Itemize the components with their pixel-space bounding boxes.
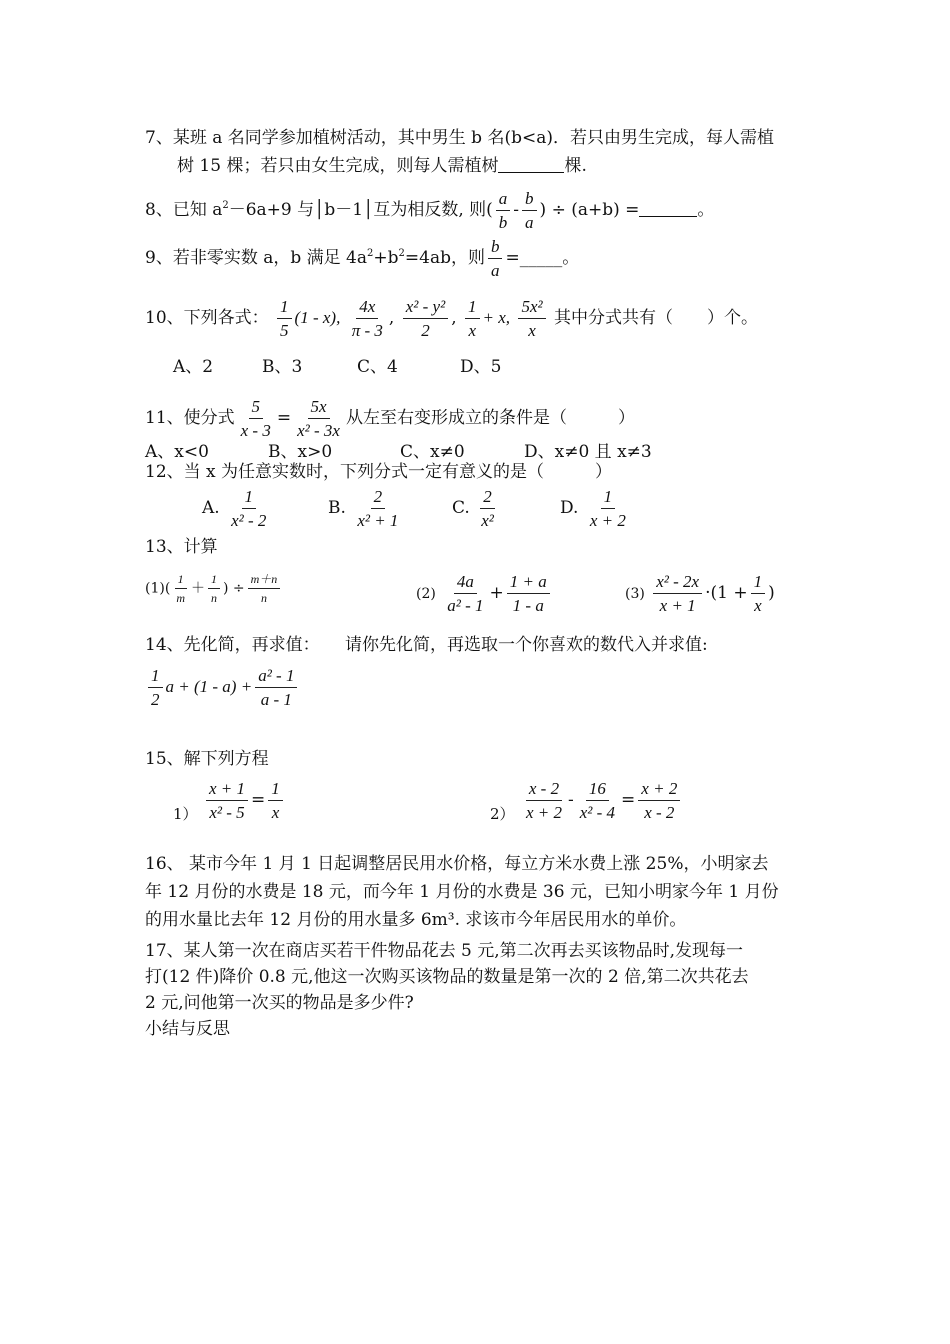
- q9-frac-b-a: $\frac{b}{a}$: [488, 238, 503, 279]
- q15-equation-2: [490, 780, 683, 824]
- q13-p2-frac-2: $\frac{1 + a}{1 - a}$: [507, 573, 550, 614]
- q15-eq1-equals: =: [250, 790, 266, 810]
- q13-p3-frac-2: $\frac{1}{x}$: [751, 573, 766, 614]
- q13-p1-div: ÷: [232, 580, 245, 597]
- q15-equation-1: [173, 780, 286, 824]
- q9-text-2: +b: [373, 248, 399, 268]
- q12-option-c-label: C.: [452, 498, 470, 518]
- q17-line-2: 打(12 件)降价 0.8 元,他这一次购买该物品的数量是第一次的 2 倍,第二次共花去: [145, 967, 749, 987]
- q14-instruction: 请你先化简，再选取一个你喜欢的数代入并求值:: [345, 635, 708, 655]
- q11-option-a[interactable]: A、x<0: [145, 442, 209, 462]
- q11-equals: =: [276, 408, 292, 428]
- q14-frac-half: $\frac{1}{2}$: [148, 667, 163, 708]
- q12-option-b-frac: $\frac{2}{\text{x² + 1}}$: [357, 487, 399, 530]
- q10-question: 其中分式共有（ ）个。: [554, 308, 758, 328]
- q15-eq2-frac-1: $\frac{x - 2}{x + 2}$: [525, 779, 562, 822]
- q16-line-3: 的用水量比去年 12 月份的用水量多 6m³. 求该市今年居民用水的单价。: [145, 910, 687, 930]
- q12-option-a-label: A.: [202, 498, 220, 518]
- q7-text: 7、某班 a 名同学参加植树活动，其中男生 b 名(b<a)．若只由男生完成，每人需植: [145, 128, 774, 148]
- q12-option-b[interactable]: [328, 488, 404, 529]
- q9-exp: 2: [367, 248, 374, 259]
- question-10: 10、下列各式： $\frac{1}{5}$ (1 - x), $\frac{4x}{\pi - 3}$ , $\frac{\text{x² - y²}}{2}$ , $\frac{1}{x}$ + x, $\frac{\text{5x²}}{x}$ 其中分式共有（ ）个。: [145, 297, 758, 340]
- q10-frac-2: $\frac{4x}{\pi - 3}$: [351, 297, 383, 340]
- question-12: 12、当 x 为任意实数时，下列分式一定有意义的是（ ）: [145, 462, 613, 482]
- q13-p1-plus: ＋: [190, 580, 205, 597]
- q8-end: 。: [697, 200, 715, 220]
- q15-eq2-minus: -: [567, 790, 574, 810]
- q13-part-1: (1)( $\frac{1}{m}$ ＋ $\frac{1}{n}$ ) ÷ $\frac{m+n}{n}$: [145, 573, 283, 604]
- q12-option-a-frac: $\frac{1}{\text{x² - 2}}$: [231, 487, 267, 530]
- q11-frac-2: $\frac{5x}{\text{x² - 3x}}$: [297, 397, 340, 440]
- q8-frac-a-b: $\frac{a}{b}$: [496, 190, 511, 231]
- q12-option-d-label: D.: [560, 498, 579, 518]
- q10-text: 10、下列各式：: [145, 308, 269, 328]
- q15-eq1-frac-1: $\frac{x + 1}{\text{x² - 5}}$: [206, 780, 248, 821]
- q9-text-3: =4ab，则: [404, 248, 485, 268]
- q7-answer-blank[interactable]: [498, 156, 564, 173]
- q9-blank-text: =_____。: [505, 248, 580, 268]
- q13-p2-plus: +: [489, 583, 504, 603]
- q8-frac-b-a: $\frac{b}{a}$: [522, 190, 537, 231]
- q13-part-1-label: (1): [145, 580, 165, 597]
- q13-p1-frac-1: $\frac{1}{m}$: [176, 572, 185, 605]
- q12-option-b-label: B.: [328, 498, 346, 518]
- q8-exp: 2: [222, 200, 229, 211]
- q12-option-c-frac: $\frac{2}{\text{x²}}$: [481, 487, 494, 530]
- q9-text: 9、若非零实数 a，b 满足 4a: [145, 248, 367, 268]
- q10-term-4: + x,: [482, 308, 511, 327]
- question-11: [145, 398, 635, 439]
- q15-eq1-label: 1）: [173, 805, 198, 823]
- q16-line-1: 16、 某市今年 1 月 1 日起调整居民用水价格，每立方米水费上涨 25%，小明家去: [145, 854, 769, 874]
- question-9: [145, 238, 579, 279]
- q12-option-c[interactable]: [452, 488, 500, 529]
- q12-option-d[interactable]: [560, 488, 632, 529]
- q15-eq2-label: 2）: [490, 805, 515, 823]
- summary-heading: 小结与反思: [145, 1019, 230, 1039]
- q7-unit: 棵.: [564, 156, 587, 176]
- q8-answer-blank[interactable]: [639, 200, 697, 217]
- question-15-title: 15、解下列方程: [145, 749, 269, 769]
- q17-line-1: 17、某人第一次在商店买若干件物品花去 5 元,第二次再去买该物品时,发现每一: [145, 941, 744, 961]
- q10-option-c[interactable]: C、4: [357, 357, 398, 377]
- q11-option-d[interactable]: D、x≠0 且 x≠3: [524, 442, 652, 462]
- q8-text-2: －6a+9 与│b－1│互为相反数, 则: [228, 200, 487, 220]
- question-14: [145, 634, 708, 656]
- q13-part-3-label: (3): [625, 586, 645, 602]
- question-7-cont: [177, 155, 587, 177]
- q13-part-2-label: (2): [416, 586, 436, 602]
- q10-option-a[interactable]: A、2: [173, 357, 214, 377]
- q13-p1-frac-3: $\frac{m+n}{n}$: [248, 573, 281, 604]
- q15-eq1-frac-2: $\frac{1}{x}$: [268, 780, 283, 821]
- q12-option-a[interactable]: [202, 488, 272, 529]
- q14-mid: a + (1 - a) +: [165, 677, 253, 696]
- q9-exp-2: 2: [398, 248, 405, 259]
- q10-frac-4: $\frac{1}{x}$: [465, 298, 480, 339]
- q14-title: 14、先化简，再求值：: [145, 635, 320, 655]
- q11-option-b[interactable]: B、x>0: [268, 442, 333, 462]
- q12-option-d-frac: $\frac{1}{x + 2}$: [589, 487, 626, 530]
- q16-line-2: 年 12 月份的水费是 18 元，而今年 1 月份的水费是 36 元，已知小明家今年 1 月份: [145, 882, 779, 902]
- q7-text-cont: 树 15 棵；若只由女生完成，则每人需植树: [177, 156, 499, 176]
- q10-option-d[interactable]: D、5: [460, 357, 502, 377]
- q14-expression: [145, 667, 300, 708]
- question-13-title: 13、计算: [145, 537, 218, 557]
- q11-option-c[interactable]: C、x≠0: [400, 442, 465, 462]
- q13-p2-frac-1: $\frac{4a}{\text{a² - 1}}$: [447, 572, 484, 615]
- q13-p1-frac-2: $\frac{1}{n}$: [208, 573, 220, 604]
- q8-text: 8、已知 a: [145, 200, 223, 220]
- q15-eq2-equals: =: [621, 790, 636, 810]
- q10-option-b[interactable]: B、3: [262, 357, 303, 377]
- question-8: 8、已知 $a^2-6a+9$ 与│b－1│互为相反数, 则( $\frac{a}{b}$ - $\frac{b}{a}$ ) ÷ (a+b) = 。: [145, 189, 715, 232]
- q8-text-3: ÷ (a+b) =: [551, 200, 640, 220]
- q11-question: 从左至右变形成立的条件是（ ）: [345, 408, 635, 428]
- q14-frac-2: $\frac{\text{a² - 1}}{a - 1}$: [255, 667, 297, 708]
- q11-text: 11、使分式: [145, 408, 235, 428]
- q17-line-3: 2 元,问他第一次买的物品是多少件?: [145, 993, 414, 1013]
- q13-part-2: [416, 573, 553, 614]
- q15-eq2-frac-2: $\frac{16}{\text{x² - 4}}$: [579, 779, 616, 822]
- q10-frac-5: $\frac{\text{5x²}}{x}$: [518, 298, 545, 339]
- q10-frac-3: $\frac{\text{x² - y²}}{2}$: [403, 298, 448, 339]
- q11-frac-1: $\frac{5}{x - 3}$: [240, 397, 271, 440]
- q10-frac-1: $\frac{1}{5}$: [277, 298, 292, 339]
- question-7: [145, 127, 774, 149]
- q13-p3-frac-1: $\frac{\text{x² - 2x}}{x + 1}$: [653, 573, 702, 614]
- q13-part-3: [625, 573, 775, 614]
- q13-p3-end: ): [768, 583, 775, 603]
- q10-term-1: (1 - x),: [294, 308, 341, 327]
- q15-eq2-frac-3: $\frac{x + 2}{x - 2}$: [638, 780, 680, 821]
- q13-p3-mid: ·(1 +: [705, 583, 748, 603]
